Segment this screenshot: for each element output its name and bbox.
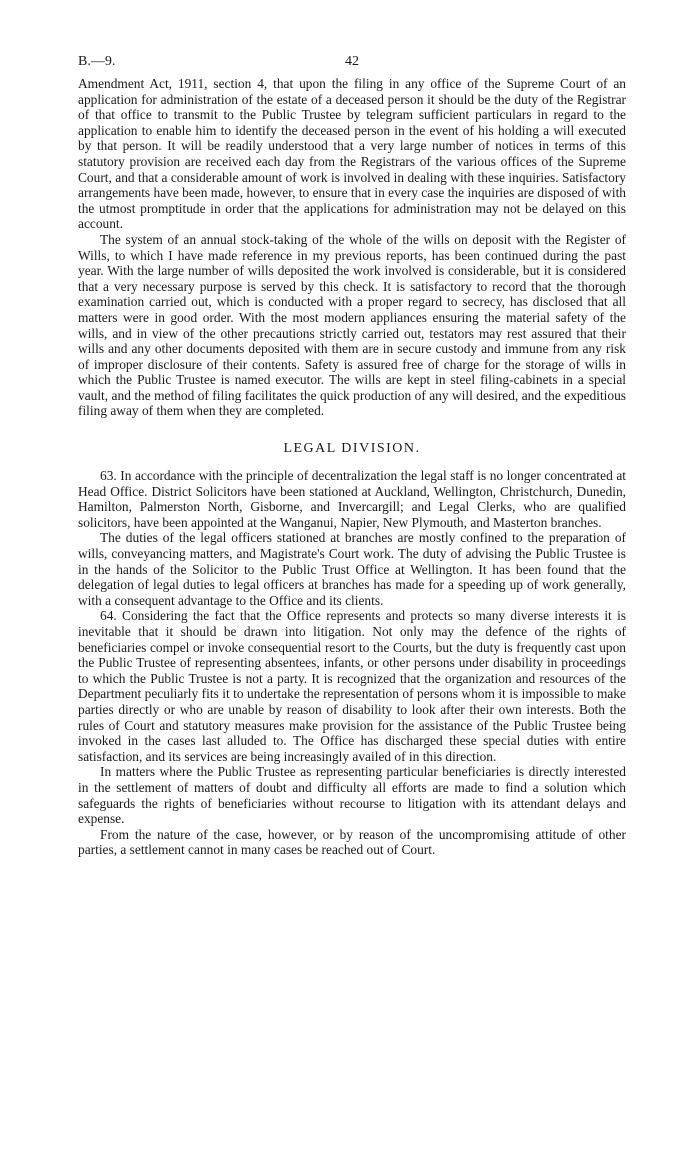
paragraph-amendment-act: Amendment Act, 1911, section 4, that upon the filing in any office of the Supreme Court of an application for administration of the estate of a deceased person it should be the duty of the Registrar of that office to transmit to the Public Trustee by telegram sufficient particulars in regard to the application to enable him to identify the deceased person in the event of his holding a will executed by that person. It will be readily understood that a very large number of notices in terms of this statutory provision are received each day from the Registrars of the various offices of the Supreme Court, and that a considerable amount of work is involved in dealing with these inquiries. Satisfactory arrangements have been made, however, to ensure that in every case the inquiries are disposed of with the utmost promptitude in order that the applications for administration may not be delayed on this account. xyxy=(78,76,626,232)
paragraph-63: 63. In accordance with the principle of decentralization the legal staff is no longer concentrated at Head Office. District Solicitors have been stationed at Auckland, Wellington, Christchurch, Dunedin, Hamilton, Palmerston North, Gisborne, and Invercargill; and Legal Clerks, who are qualified solicitors, have been appointed at the Wanganui, Napier, New Plymouth, and Masterton branches. xyxy=(78,468,626,530)
document-reference: B.—9. xyxy=(78,54,116,69)
page-header xyxy=(78,54,626,76)
paragraph-stock-taking: The system of an annual stock-taking of the whole of the wills on deposit with the Register of Wills, to which I have made reference in my previous reports, has been continued during the past year. With the large number of wills deposited the work involved is considerable, but it is considered that a very necessary purpose is served by this check. It is satisfactory to record that the thorough examination carried out, which is conducted with a proper regard to secrecy, has disclosed that all matters were in good order. With the most modern appliances ensuring the material safety of the wills, and in view of the other precautions strictly carried out, testators may rest assured that their wills and any other documents deposited with them are in secure custody and immune from any risk of improper disclosure of their contents. Safety is assured free of charge for the storage of wills in which the Public Trustee is named executor. The wills are kept in steel filing-cabinets in a special vault, and the method of filing facilitates the quick production of any will desired, and the expeditious filing away of them when they are completed. xyxy=(78,231,626,419)
section-heading: LEGAL DIVISION. xyxy=(283,441,421,457)
paragraph-legal-duties: The duties of the legal officers stationed at branches are mostly confined to the preparation of wills, conveyancing matters, and Magistrate's Court work. The duty of advising the Public Trustee is in the hands of the Solicitor to the Public Trust Office at Wellington. It has been found that the delegation of legal duties to legal officers at branches has made for a speeding up of work generally, with a consequent advantage to the Office and its clients. xyxy=(78,530,626,608)
paragraph-64: 64. Considering the fact that the Office represents and protects so many diverse interests it is inevitable that it should be drawn into litigation. Not only may the defence of the rights of beneficiaries compel or invoke consequential resort to the Courts, but the duty is frequently cast upon the Public Trustee of representing absentees, infants, or other persons under disability in proceedings to which the Public Trustee is not a party. It is recognized that the organization and resources of the Department peculiarly fits it to undertake the representation of persons whom it is impossible to make parties directly or who are unable by reason of disability to look after their own interests. Both the rules of Court and statutory measures make provision for the assistance of the Public Trustee being invoked in the cases last alluded to. The Office has discharged these special duties with entire satisfaction, and its services are being increasingly availed of in this direction. xyxy=(78,608,626,764)
body-text xyxy=(78,76,626,858)
document-page xyxy=(78,54,626,858)
paragraph-settlement: In matters where the Public Trustee as representing particular beneficiaries is directly interested in the settlement of matters of doubt and difficulty all efforts are made to find a solution which safeguards the rights of beneficiaries without recourse to litigation with its attendant delays and expense. xyxy=(78,764,626,827)
page-number: 42 xyxy=(345,54,359,69)
paragraph-court: From the nature of the case, however, or by reason of the uncompromising attitude of other parties, a settlement cannot in many cases be reached out of Court. xyxy=(78,826,626,858)
